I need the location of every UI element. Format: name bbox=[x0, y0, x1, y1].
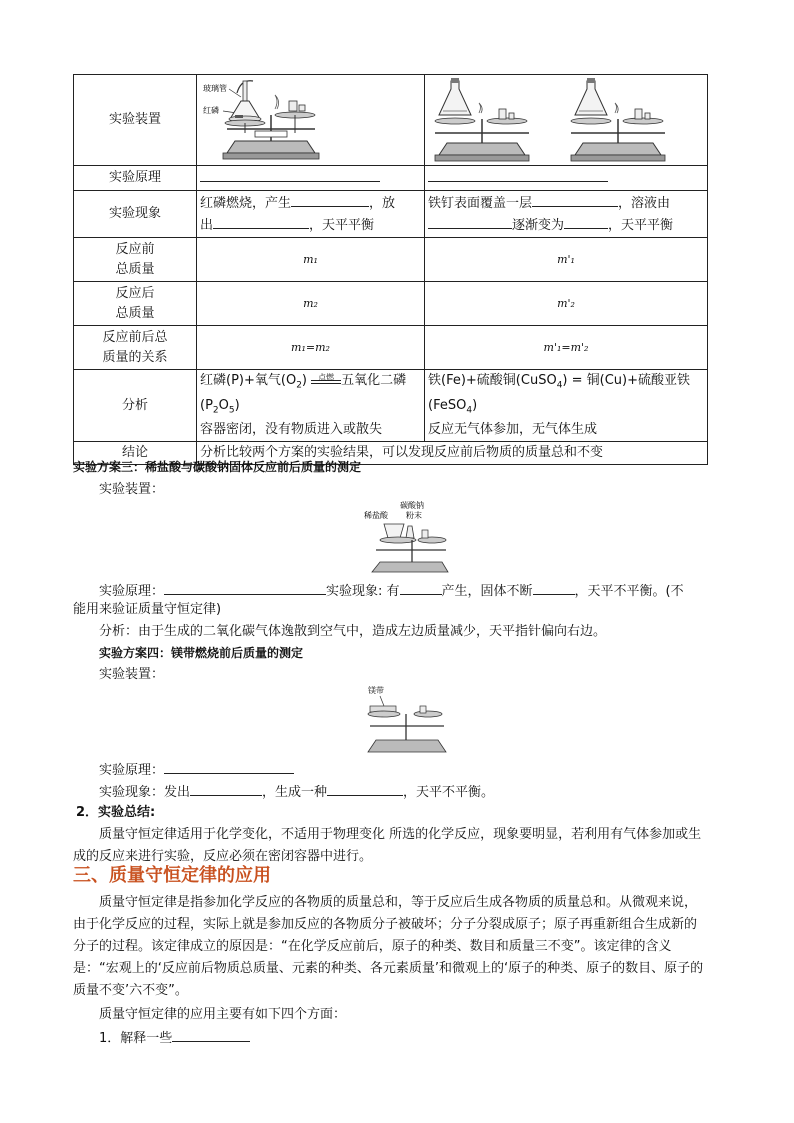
label-before-mass bbox=[74, 238, 197, 282]
mg-label: 镁带 bbox=[368, 686, 384, 695]
scheme3-line-a bbox=[99, 580, 684, 602]
text: ，放 bbox=[369, 196, 396, 211]
scheme4-principle bbox=[99, 759, 294, 781]
text: ) bbox=[301, 373, 307, 388]
blank[interactable] bbox=[428, 214, 512, 229]
text: ，溶液由 bbox=[618, 196, 671, 211]
blank[interactable] bbox=[172, 1027, 250, 1042]
blank[interactable] bbox=[400, 580, 442, 595]
red-phosphorus-label: 红磷 bbox=[203, 106, 219, 115]
label-relation bbox=[74, 326, 197, 370]
scheme3-title: 实验方案三：稀盐酸与碳酸钠固体反应前后质量的测定 bbox=[73, 460, 362, 474]
text: ) bbox=[234, 397, 240, 413]
apparatus-phosphorus bbox=[197, 75, 425, 166]
text: 出 bbox=[200, 218, 214, 233]
scheme3-analysis: 分析：由于生成的二氧化碳气体逸散到空气中，造成左边质量减少，天平指针偏向右边。 bbox=[99, 624, 607, 639]
text: 反应无气体参加，无气体生成 bbox=[428, 422, 598, 438]
text: 实验原理： bbox=[99, 584, 165, 599]
blank[interactable] bbox=[564, 214, 608, 229]
label-principle: 实验原理 bbox=[74, 166, 197, 191]
scheme4-title: 实验方案四：镁带燃烧前后质量的测定 bbox=[99, 646, 304, 660]
scheme3-apparatus-label: 实验装置： bbox=[99, 482, 165, 497]
balance-iron-figure bbox=[425, 75, 708, 165]
scheme4-balance-figure bbox=[360, 684, 450, 758]
text: 铁(Fe)+硫酸铜(CuSO bbox=[428, 373, 557, 388]
text: O bbox=[218, 397, 229, 413]
phenomenon-left bbox=[197, 191, 425, 238]
text: 红磷燃烧，产生 bbox=[200, 196, 292, 211]
row-principle bbox=[74, 166, 708, 191]
section3-title: 三、质量守恒定律的应用 bbox=[73, 865, 271, 886]
text: 逐渐变为 bbox=[512, 218, 565, 233]
scheme4-phenomenon bbox=[99, 781, 494, 803]
text: 反应前后总 bbox=[102, 329, 168, 345]
principle-left bbox=[197, 166, 425, 191]
analysis-left: 红磷(P)+氧气$(O_2)$ 点燃 五氧化二磷 $(P_2O_5)$ 容器密闭，没有物质进入或散失 bbox=[197, 370, 425, 442]
blank[interactable] bbox=[213, 214, 309, 229]
row-before-mass bbox=[74, 238, 708, 282]
text: (P bbox=[200, 397, 213, 413]
text: 总质量 bbox=[115, 305, 155, 321]
text: 红磷(P)+氧气(O bbox=[200, 373, 297, 388]
m2-right: m'₂ bbox=[425, 282, 708, 326]
label-after-mass bbox=[74, 282, 197, 326]
scheme3-line-b: 能用来验证质量守恒定律) bbox=[73, 602, 222, 617]
text: 五氧化二磷 bbox=[341, 373, 407, 388]
m1-right: m'₁ bbox=[425, 238, 708, 282]
acid-label: 稀盐酸 bbox=[364, 511, 388, 520]
conclusion-text: 分析比较两个方案的实验结果，可以发现反应前后物质的质量总和不变 bbox=[197, 442, 708, 465]
experiment-table bbox=[73, 74, 708, 465]
section3-uses: 质量守恒定律的应用主要有如下四个方面： bbox=[99, 1007, 347, 1022]
na2co3-label-a: 碳酸钠 bbox=[400, 501, 424, 510]
text: 产生，固体不断 bbox=[441, 584, 533, 599]
row-relation bbox=[74, 326, 708, 370]
blank[interactable] bbox=[532, 192, 618, 207]
label-apparatus: 实验装置 bbox=[74, 75, 197, 166]
relation-left: m₁=m₂ bbox=[197, 326, 425, 370]
text: ) bbox=[472, 397, 478, 413]
blank[interactable] bbox=[200, 167, 380, 182]
text: 容器密闭，没有物质进入或散失 bbox=[200, 422, 383, 438]
blank[interactable] bbox=[164, 580, 326, 595]
text: 实验现象：发出 bbox=[99, 785, 191, 800]
text: 铁钉表面覆盖一层 bbox=[428, 196, 533, 211]
text: 总质量 bbox=[115, 261, 155, 277]
relation-right: m'₁=m'₂ bbox=[425, 326, 708, 370]
text: ，天平平衡 bbox=[608, 218, 674, 233]
text: 实验现象: 有 bbox=[326, 584, 400, 599]
label-conclusion: 结论 bbox=[74, 442, 197, 465]
principle-right bbox=[425, 166, 708, 191]
summary-text: 质量守恒定律适用于化学变化，不适用于物理变化 所选的化学反应，现象要明显，若利用有气体参加或生成的反应来进行实验，反应必须在密闭容器中进行。 bbox=[73, 827, 702, 864]
blank[interactable] bbox=[190, 781, 262, 796]
text: ，天平不平衡。 bbox=[403, 785, 495, 800]
text: ) = 铜(Cu)+硫酸亚铁 bbox=[562, 373, 691, 388]
text: 质量的关系 bbox=[102, 349, 168, 365]
na2co3-label-b: 粉末 bbox=[406, 511, 422, 520]
text: 反应前 bbox=[115, 241, 155, 257]
text: (FeSO bbox=[428, 397, 467, 413]
text: 实验原理： bbox=[99, 763, 165, 778]
condition: 点燃 bbox=[318, 373, 335, 382]
row-phenomenon bbox=[74, 191, 708, 238]
blank[interactable] bbox=[533, 580, 575, 595]
reaction-arrow bbox=[311, 373, 341, 384]
m2-left: m₂ bbox=[197, 282, 425, 326]
row-analysis bbox=[74, 370, 708, 442]
balance-phosphorus-figure bbox=[197, 75, 425, 165]
balance-right bbox=[571, 78, 665, 161]
m1-left: m₁ bbox=[197, 238, 425, 282]
label-phenomenon: 实验现象 bbox=[74, 191, 197, 238]
text: ，生成一种 bbox=[262, 785, 328, 800]
text: ，天平不平衡。(不 bbox=[574, 584, 684, 599]
blank[interactable] bbox=[428, 167, 608, 182]
row-apparatus bbox=[74, 75, 708, 166]
glass-tube-label: 玻璃管 bbox=[203, 84, 227, 93]
section3-item1 bbox=[99, 1027, 250, 1049]
row-after-mass bbox=[74, 282, 708, 326]
text: 1．解释一些 bbox=[99, 1031, 173, 1046]
text: ，天平平衡 bbox=[309, 218, 375, 233]
scheme3-balance-figure bbox=[360, 498, 450, 576]
analysis-right: 铁(Fe)+硫酸铜(CuSO$_4$) = 铜(Cu)+硫酸亚铁 (FeSO$_4$) 反应无气体参加，无气体生成 bbox=[425, 370, 708, 442]
phenomenon-right bbox=[425, 191, 708, 238]
label-analysis: 分析 bbox=[74, 370, 197, 442]
blank[interactable] bbox=[291, 192, 369, 207]
summary-heading: 2．实验总结: bbox=[76, 805, 156, 820]
text: 反应后 bbox=[115, 285, 155, 301]
scheme4-apparatus-label: 实验装置： bbox=[99, 667, 165, 682]
balance-left bbox=[435, 78, 529, 161]
blank[interactable] bbox=[164, 759, 294, 774]
blank[interactable] bbox=[327, 781, 403, 796]
apparatus-iron bbox=[425, 75, 708, 166]
section3-paragraph: 质量守恒定律是指参加化学反应的各物质的质量总和，等于反应后生成各物质的质量总和。从微观来说，由于化学反应的过程，实际上就是参加反应的各物质分子被破坏；分子分裂成原子；原子再重新组合生成新的分子的过程。该定律成立的原因是：“在化学反应前后，原子的种类、数目和质量三不变”。该定律的含义是：“宏观上的‘反应前后物质总质量、元素的种类、各元素质量’和微观上的‘原子的种类、原子的数目、原子的质量不变’六不变”。 bbox=[73, 895, 704, 998]
